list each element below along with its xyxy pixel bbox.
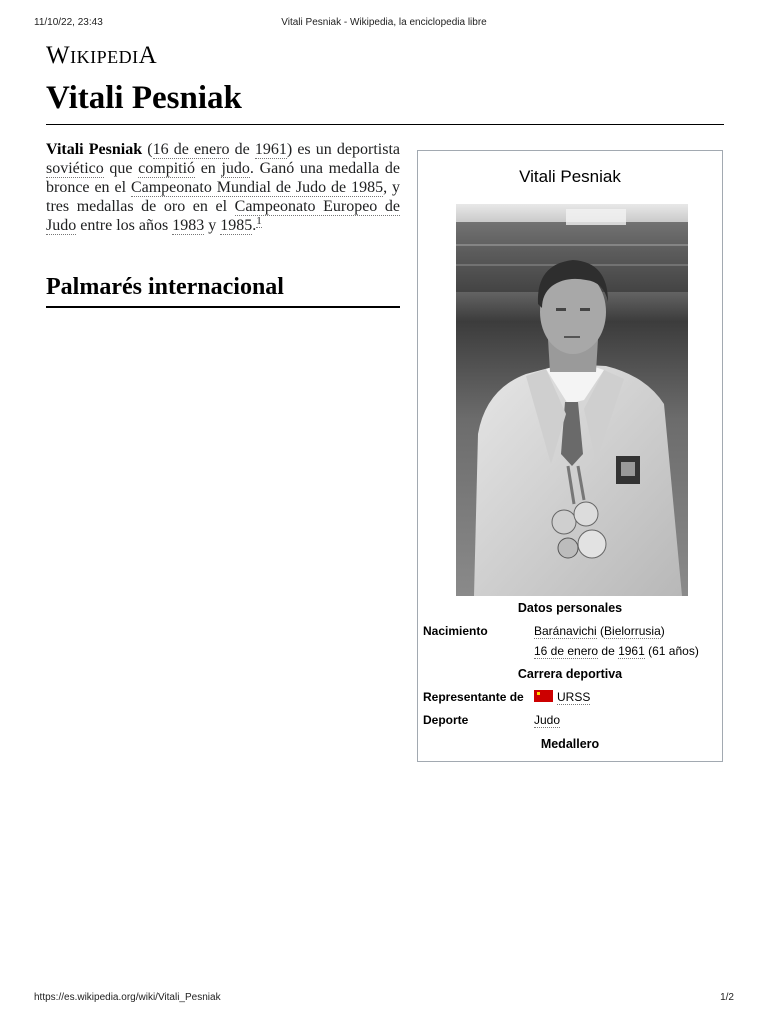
print-header	[0, 17, 768, 31]
print-page-title: Vitali Pesniak - Wikipedia, la enciclopedia libre	[281, 17, 487, 28]
print-url: https://es.wikipedia.org/wiki/Vitali_Pesniak	[34, 992, 221, 1003]
nationality-link[interactable]: soviético	[46, 160, 104, 177]
represents-label: Representante de	[423, 690, 524, 704]
birth-region-link[interactable]: Bielorrusia	[604, 624, 661, 638]
competed-link[interactable]: compitió	[138, 160, 196, 177]
represents-value	[534, 690, 590, 704]
infobox-header-medals: Medallero	[540, 737, 600, 751]
title-divider	[46, 124, 724, 125]
section-heading-palmares: Palmarés internacional	[46, 274, 284, 300]
print-datetime: 11/10/22, 23:43	[34, 17, 103, 28]
birth-date-value: 16 de enero de 1961 (61 años)	[534, 644, 699, 658]
wordmark-w: W	[46, 42, 71, 69]
wordmark-a: A	[138, 42, 158, 69]
world-championship-link[interactable]: Campeonato Mundial de Judo de 1985	[130, 179, 384, 196]
infobox-header-career: Carrera deportiva	[517, 667, 623, 681]
birth-date-link[interactable]: 16 de enero	[152, 141, 230, 158]
age-text: (61 años)	[644, 644, 699, 658]
ussr-link[interactable]: URSS	[557, 690, 591, 704]
european-championship-link[interactable]: Campeonato Europeo de Judo	[46, 198, 401, 234]
sport-value	[534, 713, 560, 727]
athlete-photo[interactable]	[456, 204, 688, 596]
birth-year-link[interactable]: 1961	[254, 141, 287, 158]
print-footer	[0, 992, 768, 1006]
page-title: Vitali Pesniak	[46, 80, 242, 116]
intro-subject-name: Vitali Pesniak	[46, 141, 143, 158]
wordmark-ikipedi: IKIPEDI	[70, 47, 139, 67]
infobox-header-personal: Datos personales	[517, 601, 623, 615]
infobox-birth-year-link[interactable]: 1961	[618, 644, 645, 658]
wikipedia-wordmark[interactable]	[46, 42, 157, 70]
print-page-number: 1/2	[720, 992, 734, 1003]
birth-place-value	[534, 624, 665, 638]
year-1985-link[interactable]: 1985	[220, 217, 253, 234]
section-divider	[46, 306, 400, 308]
reference-link[interactable]: 1	[256, 214, 262, 227]
sport-link[interactable]: judo	[221, 160, 250, 177]
infobox-title: Vitali Pesniak	[519, 167, 621, 186]
birth-region: (Bielorrusia)	[600, 624, 665, 638]
infobox-sport-link[interactable]: Judo	[534, 713, 561, 727]
birth-label: Nacimiento	[423, 624, 488, 638]
athlete-photo-illustration	[456, 204, 688, 596]
birth-place-link[interactable]: Baránavichi	[534, 624, 597, 638]
ussr-flag-icon	[534, 690, 553, 702]
infobox-birth-date-link[interactable]: 16 de enero	[534, 644, 599, 658]
sport-label: Deporte	[423, 713, 469, 727]
infobox	[417, 150, 723, 762]
year-1983-link[interactable]: 1983	[172, 217, 205, 234]
intro-paragraph: Vitali Pesniak (16 de enero de 1961) es un deportista soviético que compitió en judo. Ganó una medalla de bronce en el Campeonato Mundial de Judo de 1985, y tres medallas de oro en el Campeonato Europeo de Judo entre los años 1983 y 1985.$^1$	[46, 141, 401, 234]
